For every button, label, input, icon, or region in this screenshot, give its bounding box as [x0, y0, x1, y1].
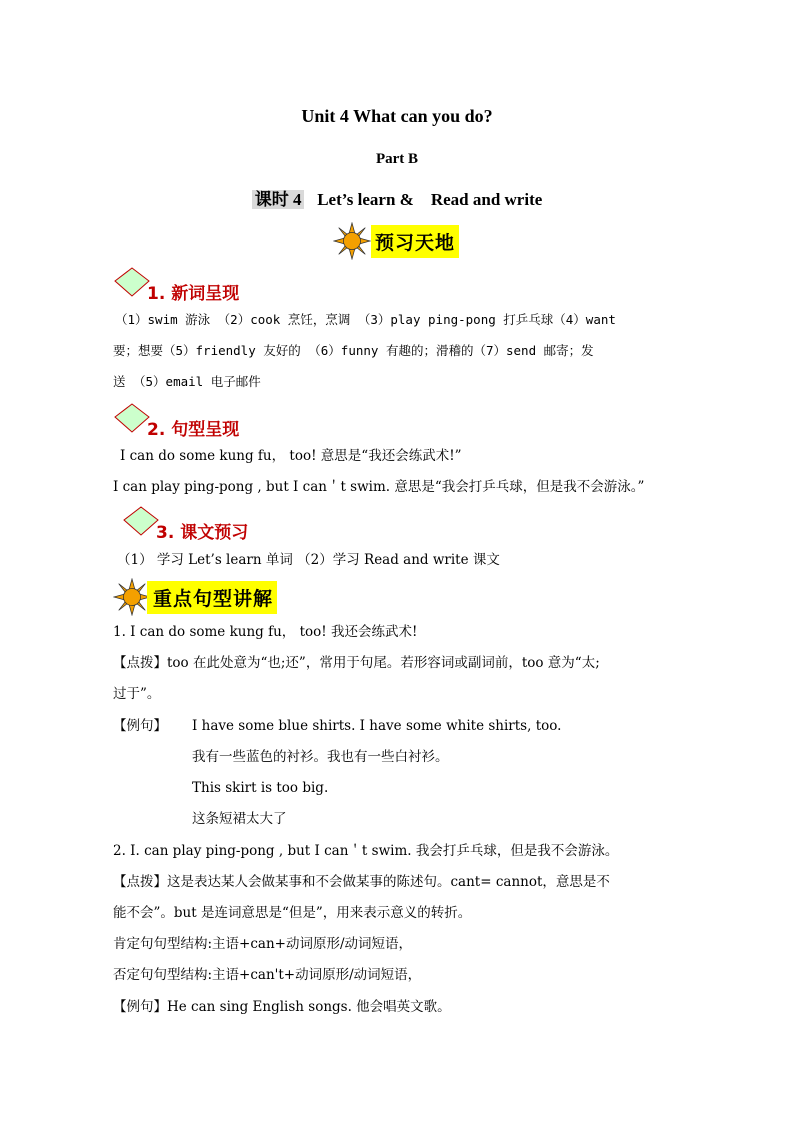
key-point-1-example-1-zh: 我有一些蓝色的衬衫。我也有一些白衬衫。 [192, 749, 449, 765]
diamond-icon [113, 402, 151, 436]
key-point-2-negative-structure: 否定句句型结构:主语+can't+动词原形/动词短语， [113, 967, 422, 983]
preview-line: （1） 学习 Let’s learn 单词 （2）学习 Read and write 课文 [117, 552, 500, 568]
section-1-heading [113, 266, 240, 304]
key-point-1-example-2-zh: 这条短裙太大了 [192, 811, 287, 827]
vocab-line-3: 送 （5）email 电子邮件 [113, 374, 261, 389]
preview-banner-text: 预习天地 [371, 225, 459, 258]
key-point-1: 1. I can do some kung fu， too! 我还会练武术! [113, 624, 418, 640]
page-subtitle: Part B [375, 151, 419, 167]
key-point-1-tip-line-1: 【点拨】too 在此处意为“也;还”，常用于句尾。若形容词或副词前，too 意为“太; [113, 655, 600, 671]
preview-banner [333, 222, 459, 260]
section-1-title: 1. 新词呈现 [147, 284, 240, 304]
key-point-2-tip-line-1: 【点拨】这是表达某人会做某事和不会做某事的陈述句。cant= cannot，意思是不 [113, 874, 610, 890]
vocab-line-2: 要；想要（5）friendly 友好的 （6）funny 有趣的；滑稽的（7）send 邮寄；发 [113, 343, 594, 358]
key-points-banner [113, 578, 277, 616]
section-2-heading [113, 402, 240, 440]
diamond-icon [113, 266, 151, 300]
key-point-2-positive-structure: 肯定句句型结构:主语+can+动词原形/动词短语， [113, 936, 413, 952]
vocab-line-1: （1）swim 游泳 （2）cook 烹饪，烹调 （3）play ping-pong 打乒乓球（4）want [115, 312, 616, 327]
key-point-1-example-2-en: This skirt is too big. [192, 780, 329, 796]
key-point-1-tip-line-2: 过于”。 [113, 686, 161, 702]
section-3-title: 3. 课文预习 [156, 523, 249, 543]
key-point-2-tip-line-2: 能不会”。but 是连词意思是“但是”，用来表示意义的转折。 [113, 905, 472, 921]
page-title: Unit 4 What can you do? [301, 106, 493, 126]
lesson-header [0, 190, 794, 210]
lesson-label: 课时 4 [252, 190, 305, 209]
sun-icon [113, 578, 151, 616]
section-3-heading [122, 505, 249, 543]
pattern-line-1: I can do some kung fu， too! 意思是“我还会练武术!” [120, 448, 462, 464]
sun-icon [333, 222, 371, 260]
diamond-icon [122, 505, 160, 539]
pattern-line-2: I can play ping-pong , but I can＇t swim. 意思是“我会打乒乓球，但是我不会游泳。” [113, 479, 645, 495]
key-points-banner-text: 重点句型讲解 [147, 581, 277, 614]
key-point-2-example: 【例句】He can sing English songs. 他会唱英文歌。 [113, 999, 451, 1015]
key-point-1-example-1-en: I have some blue shirts. I have some white shirts, too. [192, 718, 562, 734]
key-point-2: 2. I. can play ping-pong , but I can＇t swim. 我会打乒乓球，但是我不会游泳。 [113, 843, 619, 859]
section-2-title: 2. 句型呈现 [147, 420, 240, 440]
lesson-text: Let’s learn & Read and write [317, 190, 543, 209]
key-point-1-example-label: 【例句】 [113, 718, 167, 734]
